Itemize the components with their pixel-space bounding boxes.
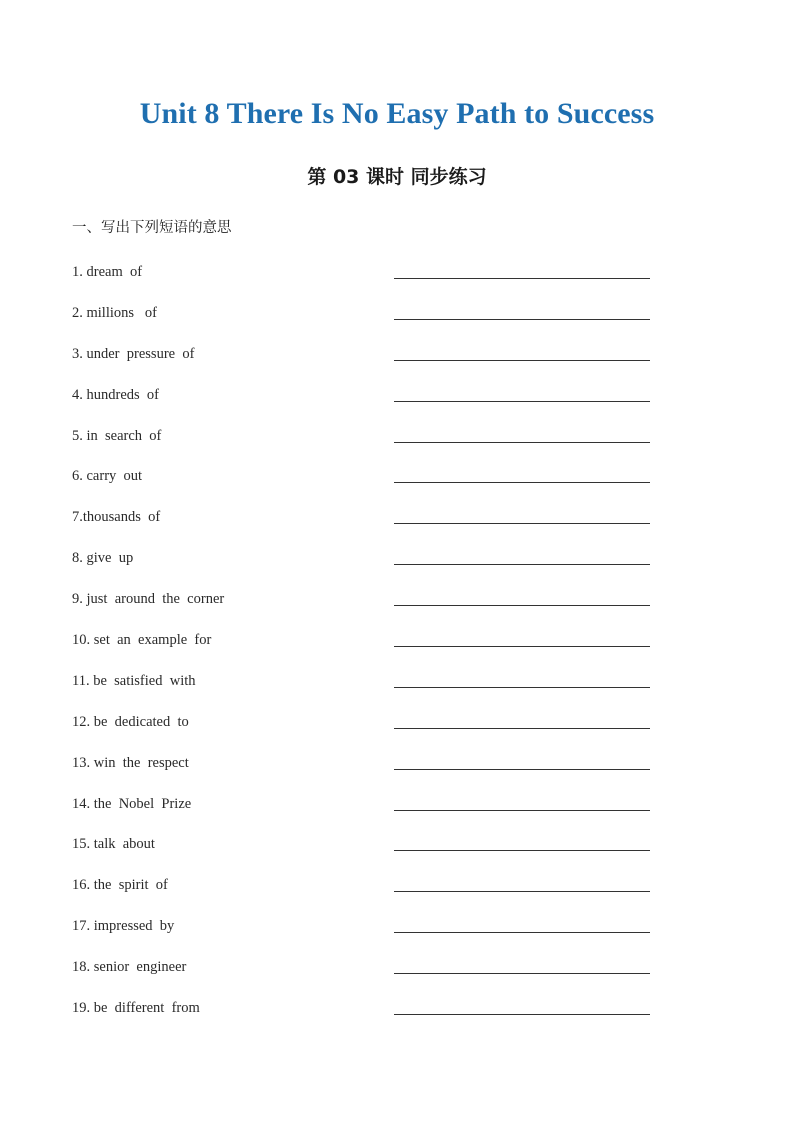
answer-line[interactable]	[394, 278, 650, 279]
phrase-text: 18. senior engineer	[72, 959, 187, 976]
phrase-text: 11. be satisfied with	[72, 672, 196, 689]
phrase-item-2	[72, 302, 652, 343]
phrase-text: 8. give up	[72, 550, 134, 567]
phrase-item-9	[72, 588, 652, 629]
lesson-subtitle: 第 03 课时 同步练习	[307, 166, 487, 188]
answer-line[interactable]	[394, 1014, 650, 1015]
phrase-item-1	[72, 261, 652, 302]
answer-line[interactable]	[394, 442, 650, 443]
answer-line[interactable]	[394, 932, 650, 933]
answer-line[interactable]	[394, 769, 650, 770]
phrase-text: 19. be different from	[72, 1000, 200, 1017]
answer-line[interactable]	[394, 687, 650, 688]
answer-line[interactable]	[394, 482, 650, 483]
answer-line[interactable]	[394, 810, 650, 811]
phrase-item-10	[72, 629, 652, 670]
answer-line[interactable]	[394, 850, 650, 851]
phrase-item-14	[72, 793, 652, 834]
phrase-text: 9. just around the corner	[72, 591, 225, 608]
phrase-text: 3. under pressure of	[72, 345, 195, 362]
answer-line[interactable]	[394, 646, 650, 647]
phrase-text: 6. carry out	[72, 468, 143, 485]
answer-line[interactable]	[394, 360, 650, 361]
answer-line[interactable]	[394, 973, 650, 974]
phrase-text: 7.thousands of	[72, 509, 161, 526]
phrase-item-3	[72, 343, 652, 384]
answer-line[interactable]	[394, 401, 650, 402]
page-title: Unit 8 There Is No Easy Path to Success	[139, 97, 655, 130]
phrase-item-18	[72, 956, 652, 997]
phrase-item-4	[72, 384, 652, 425]
phrase-text: 17. impressed by	[72, 918, 175, 935]
phrase-text: 4. hundreds of	[72, 386, 159, 403]
phrase-item-13	[72, 752, 652, 793]
answer-line[interactable]	[394, 564, 650, 565]
phrase-text: 12. be dedicated to	[72, 713, 189, 730]
phrase-item-5	[72, 425, 652, 466]
phrase-text: 16. the spirit of	[72, 877, 168, 894]
phrase-list	[72, 261, 652, 1038]
phrase-item-7	[72, 506, 652, 547]
phrase-text: 15. talk about	[72, 836, 155, 853]
phrase-item-8	[72, 547, 652, 588]
answer-line[interactable]	[394, 728, 650, 729]
phrase-text: 10. set an example for	[72, 632, 212, 649]
phrase-text: 5. in search of	[72, 427, 162, 444]
answer-line[interactable]	[394, 605, 650, 606]
phrase-item-16	[72, 874, 652, 915]
answer-line[interactable]	[394, 891, 650, 892]
phrase-item-19	[72, 997, 652, 1038]
phrase-text: 2. millions of	[72, 304, 157, 321]
phrase-item-12	[72, 711, 652, 752]
phrase-text: 13. win the respect	[72, 754, 189, 771]
phrase-item-6	[72, 465, 652, 506]
section-heading: 一、写出下列短语的意思	[72, 220, 232, 236]
phrase-text: 14. the Nobel Prize	[72, 795, 192, 812]
phrase-text: 1. dream of	[72, 264, 143, 280]
phrase-item-17	[72, 915, 652, 956]
phrase-item-11	[72, 670, 652, 711]
answer-line[interactable]	[394, 319, 650, 320]
answer-line[interactable]	[394, 523, 650, 524]
phrase-item-15	[72, 833, 652, 874]
